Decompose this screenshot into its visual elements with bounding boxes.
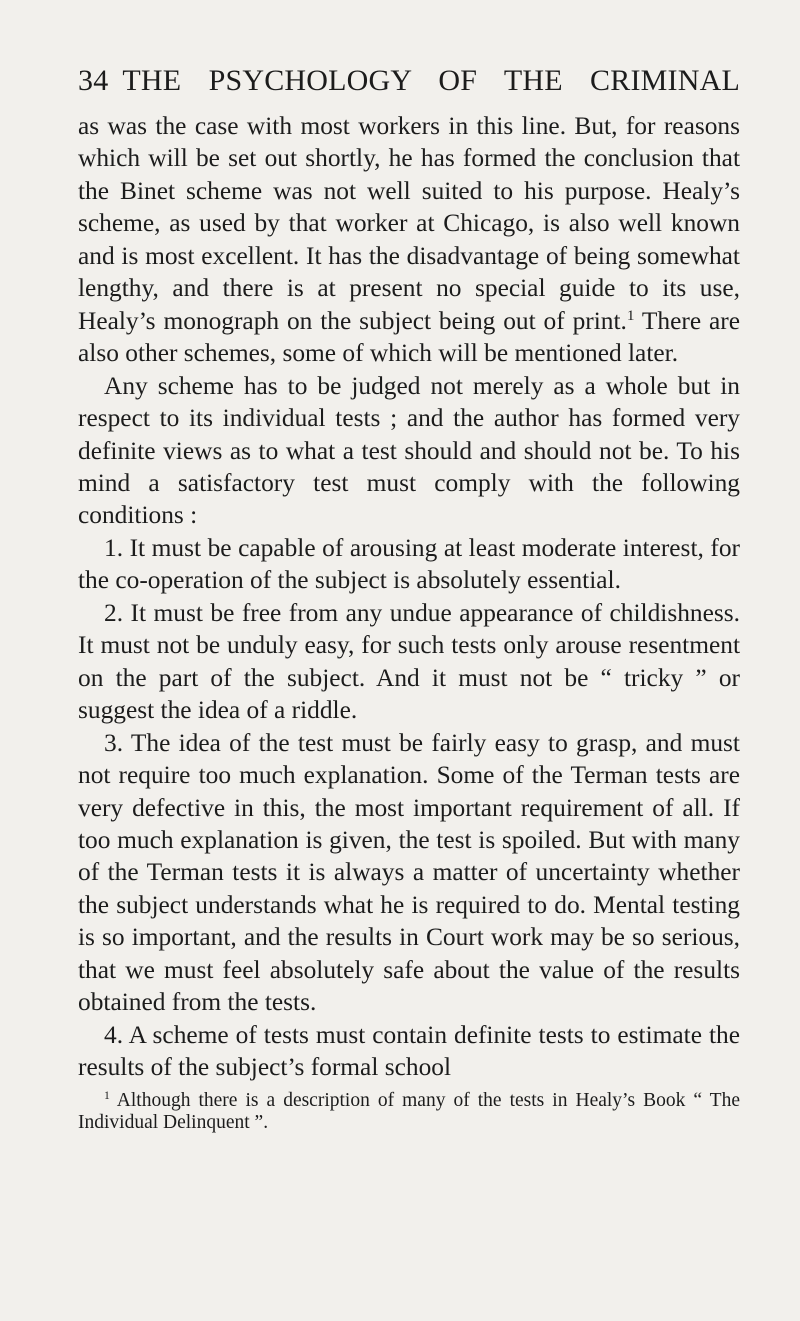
body-text [78,110,740,1084]
footnote-reference: 1 [626,306,635,324]
footnote [78,1090,740,1134]
condition-item: 2. It must be free from any undue appearance of childishness. It must not be unduly easy, for such tests only arouse resentment on the part of the subject. And it must not be “ tricky ” or suggest the idea of a riddle. [78,598,740,725]
book-page [78,64,740,1134]
footnotes [78,1090,740,1134]
paragraph-text: There are also other schemes, some of which will be mentioned later. [78,306,740,368]
footnote-marker: 1 [104,1088,110,1102]
condition-item: 1. It must be capable of arousing at least moderate interest, for the co-operation of the subject is absolutely essential. [78,533,740,595]
condition-item: 3. The idea of the test must be fairly easy to grasp, and must not require too much explanation. Some of the Terman tests are very defective in this, the most important requirement of all. If too much explanation is given, the test is spoiled. But with many of the Terman tests it is always a matter of uncertainty whether the subject understands what he is required to do. Mental testing is so important, and the results in Court work may be so serious, that we must feel absolutely safe about the value of the results obtained from the tests. [78,728,740,1017]
running-head [78,64,740,110]
paragraph-text: as was the case with most workers in this line. But, for reasons which will be set out shortly, he has formed the conclusion that the Binet scheme was not well suited to his purpose. Healy’s scheme, as used by that worker at Chicago, is also well known and is most excellent. It has the disadvantage of being somewhat lengthy, and there is at present no special guide to its use, Healy’s monograph on the subject being out of print. [78,112,740,335]
running-title: THE PSYCHOLOGY OF THE CRIMINAL [122,64,740,97]
page-number: 34 [78,64,109,97]
paragraph-continuation [78,110,740,370]
condition-item: 4. A scheme of tests must contain definite tests to estimate the results of the subject’s formal school [78,1020,740,1082]
footnote-text: Although there is a description of many of the tests in Healy’s Book “ The Individual Delinquent ”. [78,1089,740,1133]
paragraph: Any scheme has to be judged not merely as a whole but in respect to its individual tests ; and the author has formed very definite views as to what a test should and should not be. To his mind a satisfactory test must comply with the following conditions : [78,371,740,530]
